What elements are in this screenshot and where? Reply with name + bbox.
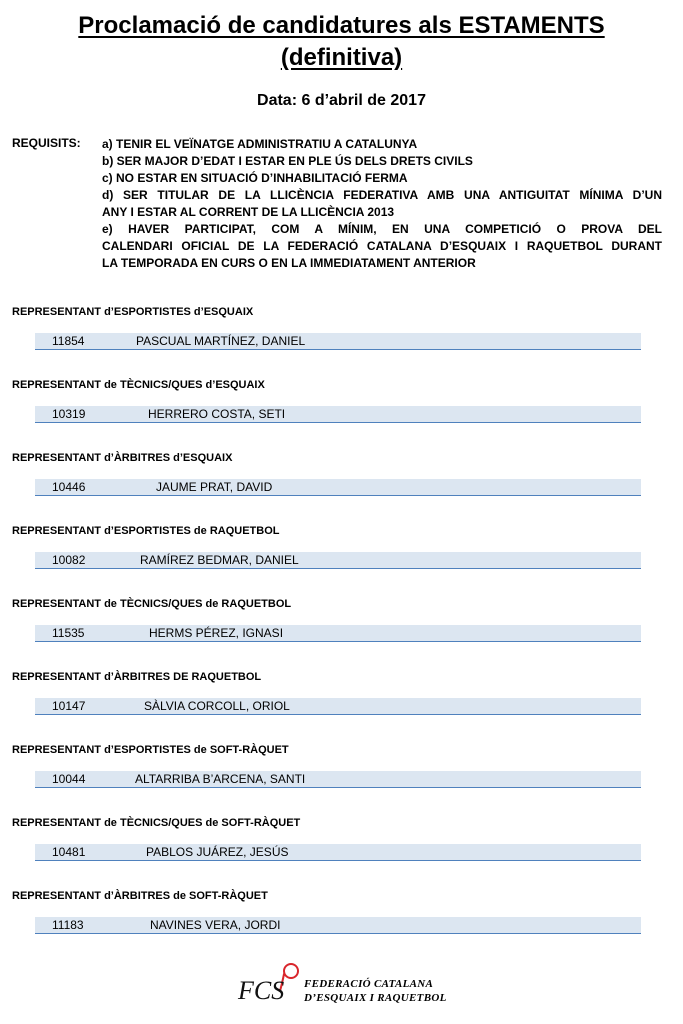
title-line-2: (definitiva) [280, 44, 403, 71]
candidate-row [35, 917, 641, 934]
requirements-list [102, 136, 662, 272]
candidate-name: ALTARRIBA B’ARCENA, SANTI [135, 772, 306, 786]
candidate-name: HERRERO COSTA, SETI [148, 407, 286, 421]
candidate-code: 11535 [52, 626, 85, 640]
requirement-line: a) TENIR EL VEÏNATGE ADMINISTRATIU A CATALUNYA [102, 137, 418, 151]
requirement-line: c) NO ESTAR EN SITUACIÓ D’INHABILITACIÓ FERMA [102, 171, 408, 185]
federation-name-line-1: FEDERACIÓ CATALANA [304, 978, 434, 990]
candidate-name: RAMÍREZ BEDMAR, DANIEL [140, 553, 299, 567]
candidate-row [35, 552, 641, 569]
section-heading: REPRESENTANT de TÈCNICS/QUES d’ESQUAIX [12, 379, 265, 391]
section-heading: REPRESENTANT d’ÀRBITRES de SOFT-RÀQUET [12, 890, 268, 902]
candidate-row [35, 771, 641, 788]
candidate-name: PASCUAL MARTÍNEZ, DANIEL [136, 334, 306, 348]
candidate-code: 10446 [52, 480, 86, 494]
document-date: Data: 6 d’abril de 2017 [257, 92, 426, 109]
requirement-line: ANY I ESTAR AL CORRENT DE LA LLICÈNCIA 2013 [102, 205, 395, 219]
section-heading: REPRESENTANT d’ESPORTISTES d’ESQUAIX [12, 306, 254, 318]
candidate-code: 10147 [52, 699, 86, 713]
candidate-name: JAUME PRAT, DAVID [156, 480, 273, 494]
requirement-line: CALENDARI OFICIAL DE LA FEDERACIÓ CATALANA D’ESQUAIX I RAQUETBOL DURANT [102, 239, 662, 253]
candidate-code: 10481 [52, 845, 86, 859]
section-esportistes-raquetbol [12, 524, 632, 567]
requirements-label: REQUISITS: [12, 136, 81, 150]
candidate-code: 11183 [52, 918, 84, 932]
section-tecnics-raquetbol [12, 597, 632, 640]
federation-name-line-2: D’ESQUAIX I RAQUETBOL [304, 992, 447, 1004]
document-title [0, 10, 683, 74]
title-line-1: Proclamació de candidatures als ESTAMENTS [78, 12, 605, 39]
section-heading: REPRESENTANT de TÈCNICS/QUES de RAQUETBOL [12, 598, 292, 610]
section-tecnics-esquaix [12, 378, 632, 421]
candidate-name: HERMS PÉREZ, IGNASI [149, 626, 284, 640]
candidate-code: 10082 [52, 553, 86, 567]
section-heading: REPRESENTANT d’ÀRBITRES d’ESQUAIX [12, 452, 233, 464]
candidate-row [35, 698, 641, 715]
section-esportistes-soft-raquet [12, 743, 632, 786]
section-tecnics-soft-raquet [12, 816, 632, 859]
requirement-line: e) HAVER PARTICIPAT, COM A MÍNIM, EN UNA COMPETICIÓ O PROVA DEL [102, 222, 662, 236]
federation-logo [238, 962, 478, 1010]
candidate-name: PABLOS JUÁREZ, JESÚS [146, 845, 289, 859]
candidate-code: 10319 [52, 407, 86, 421]
section-heading: REPRESENTANT d’ÀRBITRES DE RAQUETBOL [12, 671, 262, 683]
section-heading: REPRESENTANT d’ESPORTISTES de SOFT-RÀQUET [12, 744, 289, 756]
candidate-row [35, 333, 641, 350]
section-heading: REPRESENTANT de TÈCNICS/QUES de SOFT-RÀQUET [12, 817, 301, 829]
candidate-row [35, 625, 641, 642]
requirement-line: b) SER MAJOR D’EDAT I ESTAR EN PLE ÚS DELS DRETS CIVILS [102, 154, 473, 168]
candidate-row [35, 844, 641, 861]
candidate-name: NAVINES VERA, JORDI [150, 918, 281, 932]
section-arbitres-soft-raquet [12, 889, 632, 932]
requirement-line: LA TEMPORADA EN CURS O EN LA IMMEDIATAMENT ANTERIOR [102, 256, 476, 270]
candidate-code: 10044 [52, 772, 86, 786]
section-arbitres-raquetbol [12, 670, 632, 713]
candidate-name: SÀLVIA CORCOLL, ORIOL [144, 699, 290, 713]
section-heading: REPRESENTANT d’ESPORTISTES de RAQUETBOL [12, 525, 280, 537]
section-arbitres-esquaix [12, 451, 632, 494]
candidate-code: 11854 [52, 334, 85, 348]
logo-letters: FCS [238, 976, 285, 1005]
section-esportistes-esquaix [12, 305, 632, 348]
candidate-row [35, 479, 641, 496]
requirement-line: d) SER TITULAR DE LA LLICÈNCIA FEDERATIVA AMB UNA ANTIGUITAT MÍNIMA D’UN [102, 188, 662, 202]
candidate-row [35, 406, 641, 423]
